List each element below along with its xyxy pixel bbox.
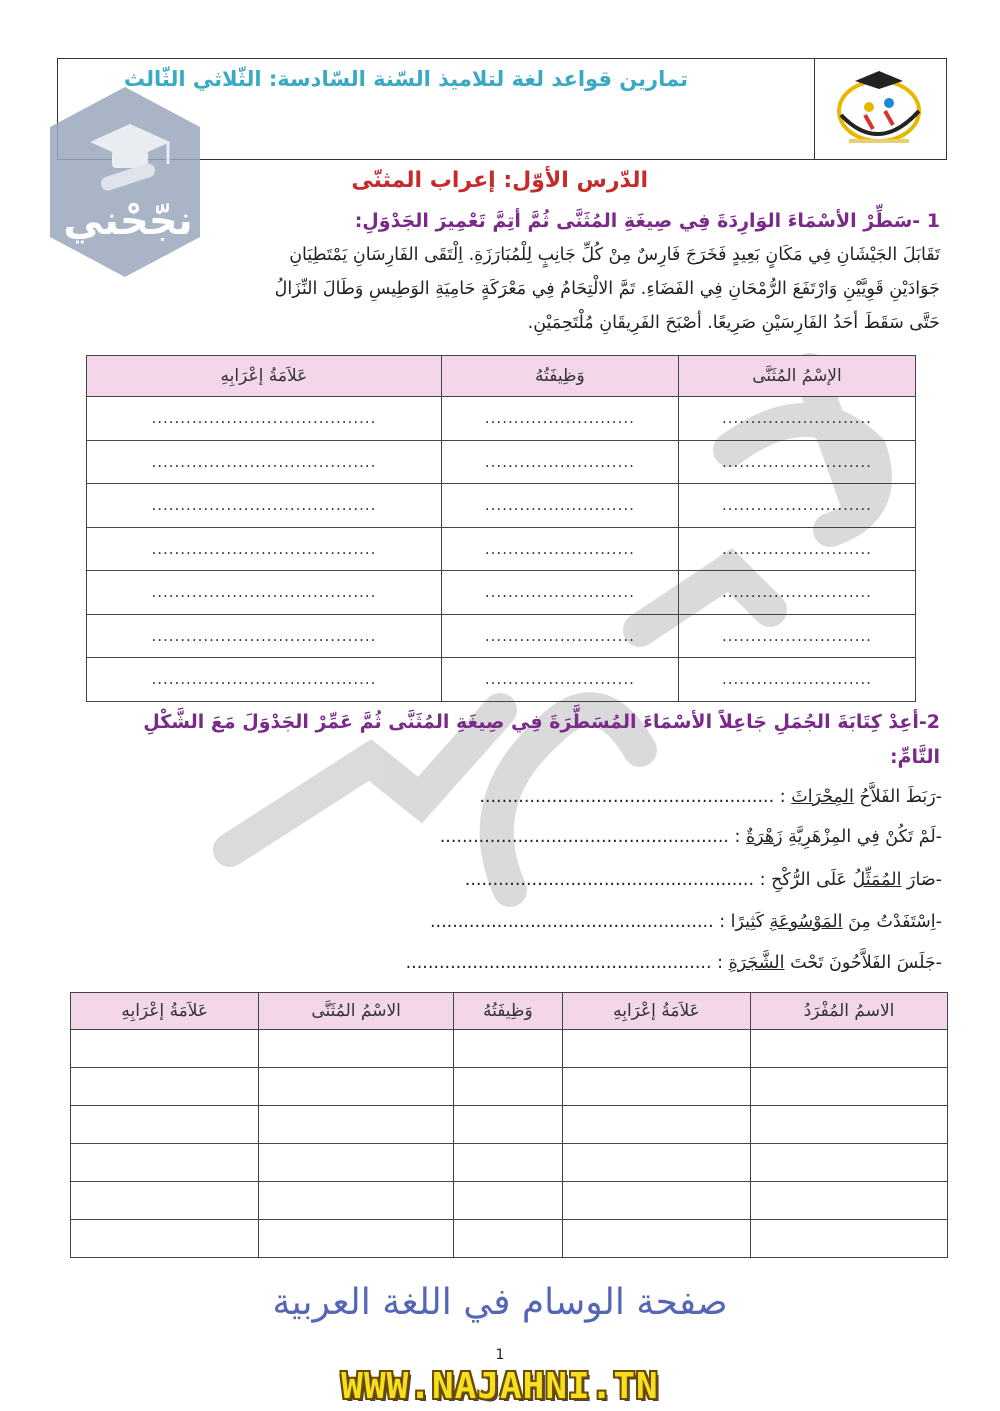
table-row (71, 1182, 948, 1220)
answer-cell[interactable]: .......................... (678, 614, 915, 658)
underlined-word: الشَّجَرَةِ (728, 953, 785, 973)
sentence-text: : (774, 787, 792, 807)
answer-cell[interactable]: ....................................... (87, 658, 442, 702)
sentence-text: كَثِيرًا : (713, 912, 770, 932)
answer-cell[interactable] (562, 1068, 750, 1106)
answer-cell[interactable] (259, 1106, 453, 1144)
question-1-title: 1 -سَطِّرْ الأسْمَاءَ الوَارِدَةَ فِي صِيغَةِ المُثَنَّى ثُمَّ أتِمَّ تَعْمِيرَ الجَدْوَلِ: (354, 210, 940, 232)
answer-cell[interactable] (71, 1220, 259, 1258)
sentence-item (406, 953, 942, 973)
table-row (87, 614, 916, 658)
sentence-item (465, 870, 942, 890)
answer-cell[interactable] (562, 1030, 750, 1068)
answer-cell[interactable] (751, 1220, 948, 1258)
table-row (87, 397, 916, 441)
answer-cell[interactable] (562, 1182, 750, 1220)
answer-cell[interactable] (71, 1144, 259, 1182)
footer-page-title: صفحة الوسام في اللغة العربية (272, 1282, 728, 1323)
answer-cell[interactable] (751, 1106, 948, 1144)
answer-cell[interactable] (562, 1144, 750, 1182)
answer-cell[interactable] (453, 1220, 562, 1258)
answer-cell[interactable]: ....................................... (87, 484, 442, 528)
answer-cell[interactable] (751, 1030, 948, 1068)
answer-cell[interactable] (562, 1106, 750, 1144)
answer-cell[interactable]: ....................................... (87, 440, 442, 484)
sentence-text: -اِسْتَفَدْتُ مِنَ (842, 912, 942, 932)
sentence-text: : (728, 827, 747, 847)
answer-cell[interactable] (71, 1182, 259, 1220)
answer-cell[interactable]: .......................... (441, 440, 678, 484)
school-logo (814, 59, 946, 159)
sentence-item (430, 912, 942, 932)
underlined-word: المُمَثِّلُ (852, 870, 902, 890)
answer-cell[interactable] (259, 1220, 453, 1258)
column-header: وَظِيفَتُهُ (441, 356, 678, 397)
table-row (71, 1030, 948, 1068)
answer-cell[interactable] (562, 1220, 750, 1258)
paragraph-line: تَقَابَلَ الجَيْشَانِ فِي مَكَانٍ بَعِيدٍ فَخَرَجَ فَارِسٌ مِنْ كُلِّ جَانِبٍ لِلْمُبَارَزَةِ. اِلْتَقَى الفَارِسَانِ يَمْتَطِيَانِ (289, 245, 940, 265)
answer-cell[interactable]: ....................................... (87, 527, 442, 571)
website-link[interactable]: WWW.NAJAHNI.TN (341, 1366, 659, 1407)
table-row (87, 571, 916, 615)
answer-cell[interactable] (259, 1144, 453, 1182)
answer-cell[interactable] (751, 1182, 948, 1220)
column-header: الاسمُ المُفْرَدُ (751, 993, 948, 1030)
sentence-text: عَلَى الرُّكْحِ : (754, 870, 853, 890)
answer-cell[interactable]: .......................... (441, 658, 678, 702)
column-header: عَلاَمَةُ إعْرَابِهِ (71, 993, 259, 1030)
answer-line[interactable]: ....................................................... (405, 953, 712, 973)
answer-cell[interactable]: .......................... (678, 571, 915, 615)
answer-cell[interactable]: .......................... (678, 440, 915, 484)
lesson-title: الدّرس الأوّل: إعراب المثنّى (351, 168, 648, 193)
column-header: الإسْمُ المُثَنَّى (678, 356, 915, 397)
question-1-paragraph (60, 238, 940, 340)
answer-cell[interactable] (453, 1182, 562, 1220)
answer-cell[interactable] (453, 1144, 562, 1182)
answer-cell[interactable]: ....................................... (87, 614, 442, 658)
answer-cell[interactable] (71, 1030, 259, 1068)
sentence-text: : (711, 953, 729, 973)
paragraph-line: حَتَّى سَقَطَ أحَدُ الفَارِسَيْنِ صَرِيعًا. أصْبَحَ الفَرِيقَانِ مُلْتَحِمَيْنِ. (527, 313, 940, 333)
column-header: وَظِيفَتُهُ (453, 993, 562, 1030)
answer-cell[interactable] (71, 1068, 259, 1106)
question-2-title-continued: التَّامِّ: (889, 746, 940, 768)
answer-cell[interactable]: .......................... (441, 397, 678, 441)
table-row (71, 1144, 948, 1182)
table-row (71, 1106, 948, 1144)
sentence-text: -جَلَسَ الفَلاَّحُونَ تَحْتَ (784, 953, 942, 973)
answer-cell[interactable] (259, 1182, 453, 1220)
answer-cell[interactable] (751, 1068, 948, 1106)
badge-brand: نجّحْني (63, 198, 193, 244)
underlined-word: زَهْرَةٌ (746, 827, 783, 847)
table-row (71, 1068, 948, 1106)
question-1-table (86, 355, 916, 702)
paragraph-line: جَوَادَيْنِ قَوِيَّيْنِ وَارْتَفَعَ الرُّمْحَانِ فِي الفَضَاءِ. تَمَّ الالْتِحَامُ فِي مَعْرَكَةٍ حَامِيَةِ الوَطِيسِ وَطَالَ النِّزَالُ (274, 279, 940, 299)
table-row (87, 658, 916, 702)
column-header: عَلاَمَةُ إعْرَابِهِ (87, 356, 442, 397)
header-title: تمارين قواعد لغة لتلاميذ السّنة السّادسة: الثّلاثي الثّالث (123, 67, 688, 91)
question-2-title: 2-أعِدْ كِتَابَةَ الجُمَلِ جَاعِلاً الأسْمَاءَ المُسَطَّرَةَ فِي صِيغَةِ المُثَنَّى ثُمَّ عَمِّرْ الجَدْوَلَ مَعَ الشَّكْلِ (143, 711, 940, 733)
answer-cell[interactable] (259, 1068, 453, 1106)
question-2-table (70, 992, 948, 1258)
table-row (87, 527, 916, 571)
answer-cell[interactable]: .......................... (678, 484, 915, 528)
table-header-row (87, 356, 916, 397)
answer-cell[interactable]: .......................... (678, 397, 915, 441)
sentence-text: -صَارَ (901, 870, 942, 890)
answer-cell[interactable]: .......................... (441, 571, 678, 615)
answer-cell[interactable]: .......................... (441, 527, 678, 571)
answer-line[interactable]: .................................................... (439, 827, 729, 847)
answer-cell[interactable]: ....................................... (87, 397, 442, 441)
answer-cell[interactable] (71, 1106, 259, 1144)
answer-cell[interactable] (453, 1068, 562, 1106)
sentence-item (440, 827, 942, 847)
answer-cell[interactable] (453, 1030, 562, 1068)
column-header: عَلاَمَةُ إعْرَابِهِ (562, 993, 750, 1030)
table-header-row (71, 993, 948, 1030)
table-row (87, 440, 916, 484)
answer-cell[interactable]: .......................... (678, 527, 915, 571)
sentence-item (479, 787, 942, 807)
underlined-word: المَوْسُوعَةِ (769, 912, 843, 932)
answer-cell[interactable] (751, 1144, 948, 1182)
table-row (71, 1220, 948, 1258)
underlined-word: المِحْرَاثَ (791, 787, 854, 807)
column-header: الاسْمُ المُثَنَّى (259, 993, 453, 1030)
sentence-text: -لَمْ تَكُنْ فِي المِزْهَرِيَّةِ (782, 827, 942, 847)
answer-cell[interactable]: ....................................... (87, 571, 442, 615)
table-row (87, 484, 916, 528)
answer-cell[interactable]: .......................... (441, 614, 678, 658)
answer-cell[interactable] (453, 1106, 562, 1144)
answer-line[interactable]: .................................................... (464, 870, 755, 890)
answer-cell[interactable]: .......................... (441, 484, 678, 528)
answer-line[interactable]: ..................................................... (479, 787, 775, 807)
sentence-text: -رَبَطَ الفَلاَّحُ (853, 787, 942, 807)
answer-cell[interactable] (259, 1030, 453, 1068)
answer-cell[interactable]: .......................... (678, 658, 915, 702)
page-number: 1 (495, 1347, 505, 1363)
answer-line[interactable]: ................................................... (429, 912, 714, 932)
